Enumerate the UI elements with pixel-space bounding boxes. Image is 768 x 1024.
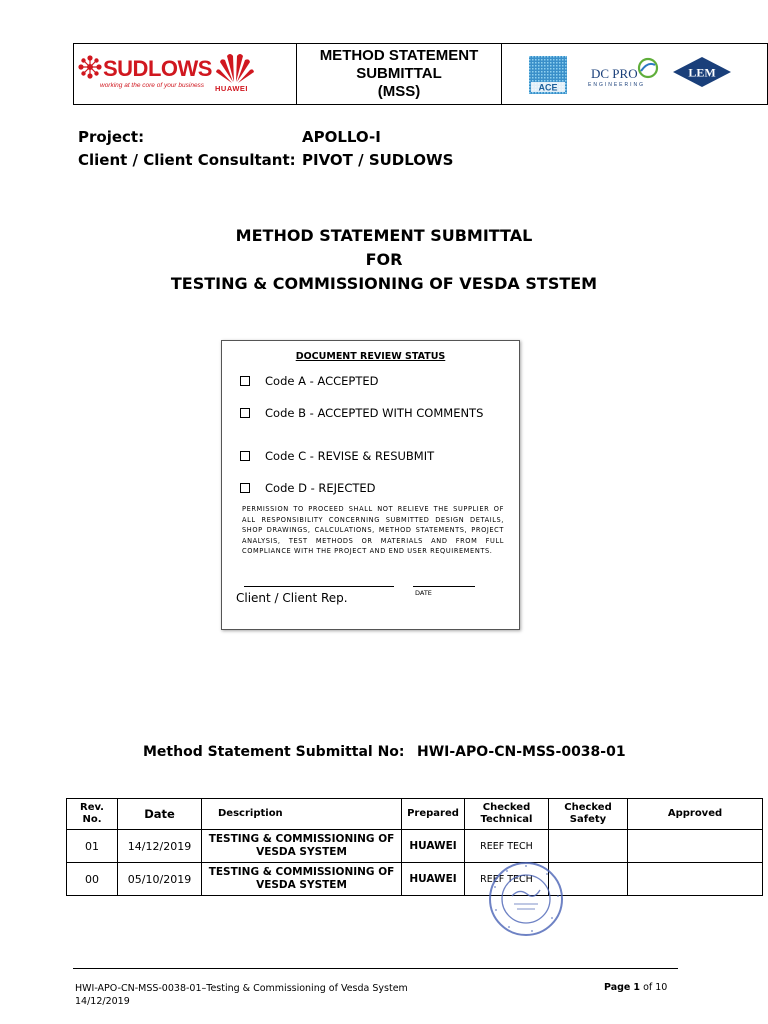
ace-logo-icon [529, 56, 567, 94]
sudlows-logo-mark-icon [77, 54, 103, 80]
code-a-checkbox[interactable] [240, 376, 250, 386]
footer-date: 14/12/2019 [75, 996, 130, 1007]
code-c-checkbox[interactable] [240, 451, 250, 461]
cell-date: 05/10/2019 [118, 863, 202, 896]
code-b-label: Code B - ACCEPTED WITH COMMENTS [265, 406, 484, 420]
code-d-label: Code D - REJECTED [265, 481, 376, 495]
submittal-number-value: HWI-APO-CN-MSS-0038-01 [417, 744, 626, 760]
date-label: DATE [415, 589, 432, 597]
project-label: Project: [78, 128, 145, 146]
company-seal-stamp-icon [487, 860, 565, 938]
col-header-approved: Approved [628, 799, 763, 830]
permission-disclaimer: PERMISSION TO PROCEED SHALL NOT RELIEVE THE SUPPLIER OF ALL RESPONSIBILITY CONCERNING SUBMITTED DESIGN DETAILS, SHOP DRAWINGS, CALCULATIONS, METHOD STATEMENTS, PROJECT ANALYSIS, TEST METHODS OR MATERIALS AND FROM FULL COMPLIANCE WITH THE PROJECT AND END USER REQUIREMENTS. [242, 505, 504, 555]
code-b-checkbox[interactable] [240, 408, 250, 418]
code-c-row [240, 449, 434, 463]
svg-text:ACE: ACE [538, 82, 558, 93]
cell-rev: 00 [67, 863, 118, 896]
dcpro-logo-text: DC PRO [591, 66, 638, 81]
cell-description: TESTING & COMMISSIONING OF VESDA SYSTEM [202, 830, 402, 863]
project-value: APOLLO-I [302, 128, 381, 146]
footer-page-current: 1 [633, 982, 641, 993]
code-a-label: Code A - ACCEPTED [265, 374, 379, 388]
cell-description: TESTING & COMMISSIONING OF VESDA SYSTEM [202, 863, 402, 896]
document-title-line-1: METHOD STATEMENT SUBMITTAL [235, 226, 533, 245]
svg-text:LEM: LEM [688, 65, 716, 80]
review-status-title: DOCUMENT REVIEW STATUS [295, 351, 446, 362]
footer-page-number [604, 982, 667, 993]
document-review-status-box [221, 340, 520, 630]
cell-checked-safety [549, 830, 628, 863]
sudlows-logo-text: SUDLOWS [103, 56, 212, 81]
header-box [73, 43, 768, 105]
code-d-checkbox[interactable] [240, 483, 250, 493]
lem-logo-icon [672, 56, 732, 88]
header-logos-left [74, 44, 297, 104]
footer-doc-ref: HWI-APO-CN-MSS-0038-01–Testing & Commissioning of Vesda System [75, 983, 408, 994]
header-logos-right [502, 44, 767, 104]
date-signature-line [413, 586, 475, 587]
client-label: Client / Client Consultant: [78, 151, 296, 169]
cell-prepared: HUAWEI [402, 863, 465, 896]
revision-table [66, 798, 763, 896]
footer-document-reference [75, 982, 408, 1008]
footer-page-total: of 10 [643, 982, 668, 993]
client-rep-label: Client / Client Rep. [236, 591, 348, 605]
cell-approved [628, 830, 763, 863]
code-d-row [240, 481, 376, 495]
col-header-checked-safety: Checked Safety [549, 799, 628, 830]
revision-table-header-row [67, 799, 763, 830]
col-header-rev: Rev. No. [67, 799, 118, 830]
cell-prepared: HUAWEI [402, 830, 465, 863]
table-row [67, 863, 763, 896]
header-title-line-2: SUBMITTAL [356, 65, 442, 82]
code-a-row [240, 374, 379, 388]
dcpro-logo-subtext: ENGINEERING [588, 82, 646, 88]
code-c-label: Code C - REVISE & RESUBMIT [265, 449, 435, 463]
col-header-date: Date [118, 799, 202, 830]
cell-checked-technical: REEF TECH [465, 863, 549, 896]
client-value: PIVOT / SUDLOWS [302, 151, 454, 169]
dcpro-swirl-icon [637, 57, 659, 79]
col-header-description: Description [202, 799, 402, 830]
header-title-line-3: (MSS) [377, 83, 421, 100]
document-title-line-2: FOR [365, 250, 403, 269]
sudlows-tagline: working at the core of your business [100, 82, 205, 89]
huawei-logo-icon [215, 50, 255, 84]
cell-checked-technical: REEF TECH [465, 830, 549, 863]
cell-date: 14/12/2019 [118, 830, 202, 863]
cell-rev: 01 [67, 830, 118, 863]
client-signature-line [244, 586, 394, 587]
cell-approved [628, 863, 763, 896]
huawei-logo-text: HUAWEI [215, 84, 248, 93]
header-title-line-1: METHOD STATEMENT [319, 47, 479, 64]
table-row [67, 830, 763, 863]
footer-page-label: Page [604, 982, 631, 993]
submittal-number-label: Method Statement Submittal No: [143, 744, 405, 760]
header-title [297, 44, 502, 104]
col-header-prepared: Prepared [402, 799, 465, 830]
code-b-row [240, 406, 483, 420]
document-title-line-3: TESTING & COMMISSIONING OF VESDA STSTEM [170, 274, 598, 293]
footer-divider [73, 968, 678, 969]
col-header-checked-technical: Checked Technical [465, 799, 549, 830]
